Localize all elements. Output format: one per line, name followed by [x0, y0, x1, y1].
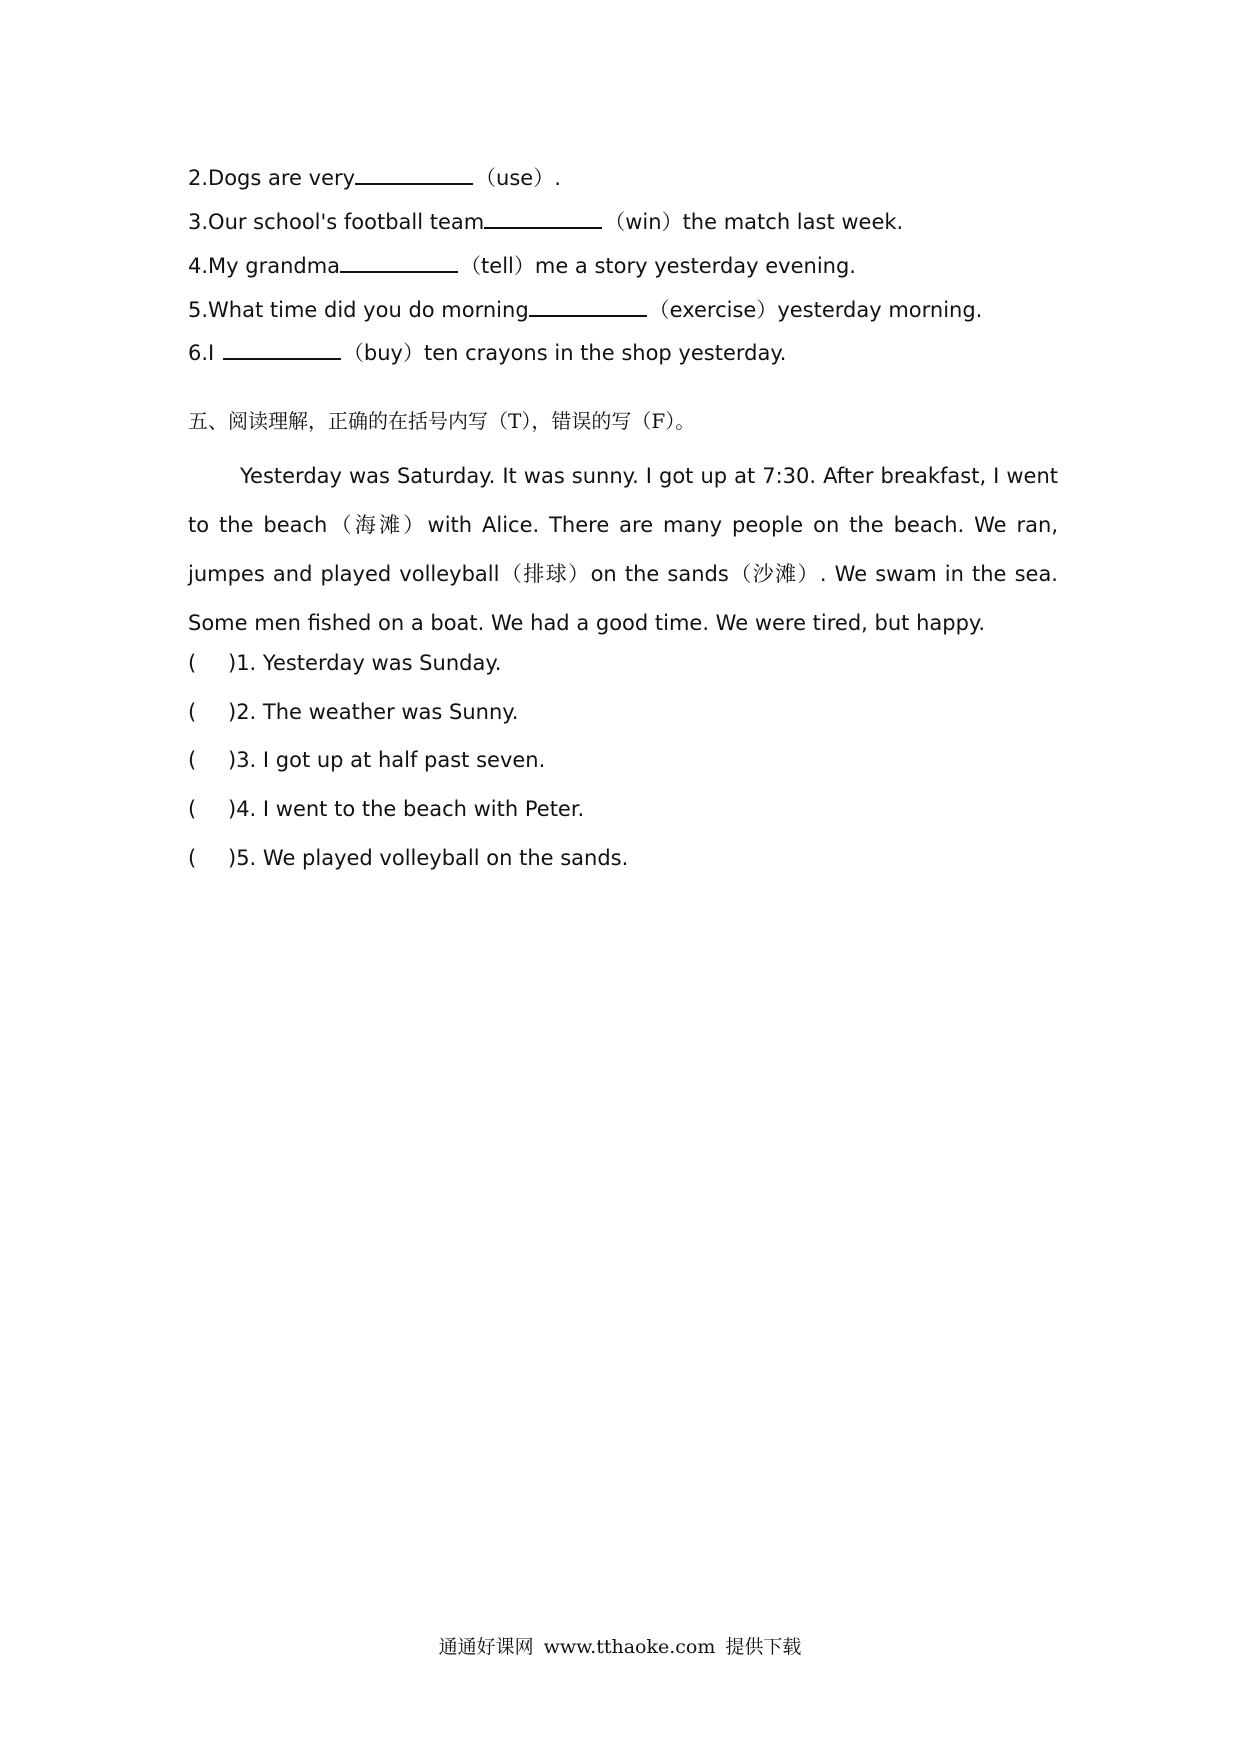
- fill-blank-question-2: [188, 161, 561, 193]
- answer-blank[interactable]: [484, 205, 602, 229]
- footer-url-link[interactable]: www.tthaoke.com: [543, 1636, 716, 1658]
- answer-bracket[interactable]: (: [188, 700, 197, 724]
- question-text-after: （win）the match last week.: [604, 210, 904, 234]
- question-text-before: 5.What time did you do morning: [188, 298, 529, 322]
- answer-blank[interactable]: [340, 249, 458, 273]
- item-text: )4. I went to the beach with Peter.: [228, 797, 585, 821]
- answer-bracket[interactable]: (: [188, 748, 197, 772]
- true-false-item-2: [188, 697, 518, 727]
- page-footer: [0, 1633, 1240, 1661]
- item-text: )1. Yesterday was Sunday.: [228, 651, 502, 675]
- fill-blank-question-3: [188, 205, 903, 237]
- true-false-item-1: [188, 648, 501, 678]
- footer-site-name: 通通好课网: [438, 1636, 534, 1658]
- question-text-after: （tell）me a story yesterday evening.: [460, 254, 856, 278]
- answer-bracket[interactable]: (: [188, 797, 197, 821]
- answer-bracket[interactable]: (: [188, 846, 197, 870]
- question-text-after: （use）.: [475, 166, 561, 190]
- fill-blank-question-6: [188, 336, 786, 368]
- question-text-before: 2.Dogs are very: [188, 166, 356, 190]
- answer-blank[interactable]: [529, 293, 647, 317]
- reading-section-heading: 五、阅读理解，正确的在括号内写（T），错误的写（F）。: [188, 409, 696, 433]
- item-text: )3. I got up at half past seven.: [228, 748, 546, 772]
- footer-note: 提供下载: [725, 1636, 802, 1658]
- answer-blank[interactable]: [223, 336, 341, 360]
- question-text-after: （buy）ten crayons in the shop yesterday.: [342, 341, 787, 365]
- fill-blank-question-4: [188, 249, 856, 281]
- question-text-after: （exercise）yesterday morning.: [648, 298, 983, 322]
- reading-passage: Yesterday was Saturday. It was sunny. I got up at 7:30. After breakfast, I went to the beach（海滩）with Alice. There are many people on the beach. We ran, jumpes and played volleyball（排球）on the sands（沙滩）. We swam in the sea. Some men fished on a boat. We had a good time. We were tired, but happy.: [188, 464, 1058, 635]
- true-false-item-5: [188, 843, 628, 873]
- true-false-item-4: [188, 794, 584, 824]
- answer-bracket[interactable]: (: [188, 651, 197, 675]
- fill-blank-question-5: [188, 293, 982, 325]
- question-text-before: 4.My grandma: [188, 254, 341, 278]
- answer-blank[interactable]: [355, 161, 473, 185]
- item-text: )5. We played volleyball on the sands.: [228, 846, 629, 870]
- true-false-item-3: [188, 745, 545, 775]
- item-text: )2. The weather was Sunny.: [228, 700, 519, 724]
- question-text-before: 6.I: [188, 341, 221, 365]
- question-text-before: 3.Our school's football team: [188, 210, 485, 234]
